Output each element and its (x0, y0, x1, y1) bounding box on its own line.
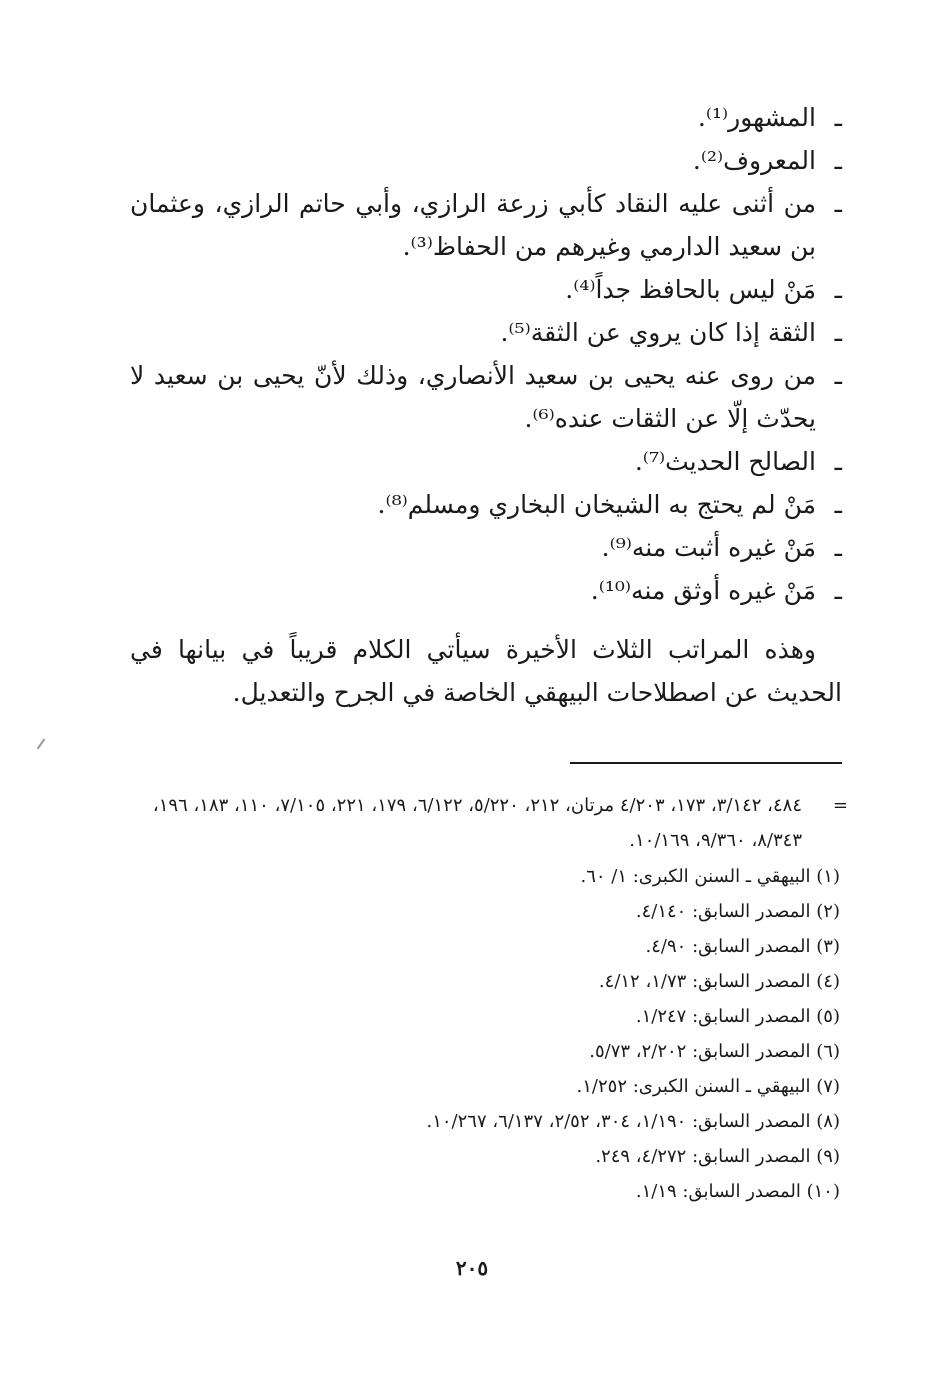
footnote: (٤) المصدر السابق: ١/٧٣، ٤/١٢. (598, 971, 840, 992)
list-item (130, 96, 842, 139)
dash-marker: ـ (834, 275, 842, 304)
list-item (130, 526, 842, 569)
list-item (130, 311, 842, 354)
scan-speck (37, 739, 46, 750)
footnotes (140, 788, 848, 1209)
dash-marker: ـ (834, 146, 842, 175)
dash-marker: ـ (834, 490, 842, 519)
footnote: (٩) المصدر السابق: ٤/٢٧٢، ٢٤٩. (595, 1146, 840, 1167)
continuation-mark: = (832, 795, 848, 816)
footnote: (١٠) المصدر السابق: ١/١٩. (635, 1181, 840, 1202)
dash-marker: ـ (834, 361, 842, 390)
dash-marker: ـ (834, 447, 842, 476)
list-item (130, 569, 842, 612)
dash-marker: ـ (834, 533, 842, 562)
footnote-continuation (140, 788, 848, 858)
closing-paragraph: وهذه المراتب الثلاث الأخيرة سيأتي الكلام قريباً في بيانها في الحديث عن اصطلاحات البيهقي الخاصة في الجرح والتعديل. (130, 635, 842, 707)
list-item-text: مَنْ ليس بالحافظ جداً⁽⁴⁾. (565, 275, 816, 304)
footnote: (٢) المصدر السابق: ٤/١٤٠. (635, 901, 840, 922)
list-item (130, 182, 842, 268)
list-item (130, 268, 842, 311)
dash-marker: ـ (834, 103, 842, 132)
list-item (130, 483, 842, 526)
footnote: (٥) المصدر السابق: ١/٢٤٧. (635, 1006, 840, 1027)
main-text (130, 96, 842, 739)
page-number: ٢٠٥ (455, 1256, 489, 1280)
dash-marker: ـ (834, 576, 842, 605)
dash-marker: ـ (834, 189, 842, 218)
list-item-text: الصالح الحديث⁽⁷⁾. (634, 447, 816, 476)
list-item (130, 354, 842, 440)
list-item-text: مَنْ لم يحتج به الشيخان البخاري ومسلم⁽⁸⁾. (377, 490, 816, 519)
footnote: (١) البيهقي ـ السنن الكبرى: ١/ ٦٠. (580, 866, 840, 887)
list-item (130, 139, 842, 182)
list-item (130, 440, 842, 483)
list-item-text: من أثنى عليه النقاد كأبي زرعة الرازي، وأبي حاتم الرازي، وعثمان بن سعيد الدارمي وغيرهم من الحفاظ⁽³⁾. (130, 189, 816, 261)
list-item-text: من روى عنه يحيى بن سعيد الأنصاري، وذلك لأنّ يحيى بن سعيد لا يحدّث إلّا عن الثقات عنده⁽⁶⁾. (130, 361, 816, 433)
continuation-text: ٤٨٤، ٣/١٤٢، ١٧٣، ٤/٢٠٣ مرتان، ٢١٢، ٥/٢٢٠، ٦/١٢٢، ١٧٩، ٢٢١، ٧/١٠٥، ١١٠، ١٨٣، ١٩٦، ٨/٣٤٣، ٩/٣٦٠، ١٠/١٦٩. (152, 795, 802, 851)
list-item-text: المعروف⁽²⁾. (692, 146, 816, 175)
dash-marker: ـ (834, 318, 842, 347)
footnote: (٧) البيهقي ـ السنن الكبرى: ١/٢٥٢. (576, 1076, 840, 1097)
list-item-text: المشهور⁽¹⁾. (697, 103, 816, 132)
footnote: (٣) المصدر السابق: ٤/٩٠. (645, 936, 840, 957)
list-item-text: مَنْ غيره أوثق منه⁽¹⁰⁾. (590, 576, 816, 605)
list-item-text: مَنْ غيره أثبت منه⁽⁹⁾. (601, 533, 816, 562)
list-item-text: الثقة إذا كان يروي عن الثقة⁽⁵⁾. (500, 318, 816, 347)
footnote-separator (570, 762, 842, 764)
footnote: (٦) المصدر السابق: ٢/٢٠٢، ٥/٧٣. (589, 1041, 840, 1062)
footnote: (٨) المصدر السابق: ١/١٩٠، ٣٠٤، ٢/٥٢، ٦/١٣٧، ١٠/٢٦٧. (426, 1111, 840, 1132)
